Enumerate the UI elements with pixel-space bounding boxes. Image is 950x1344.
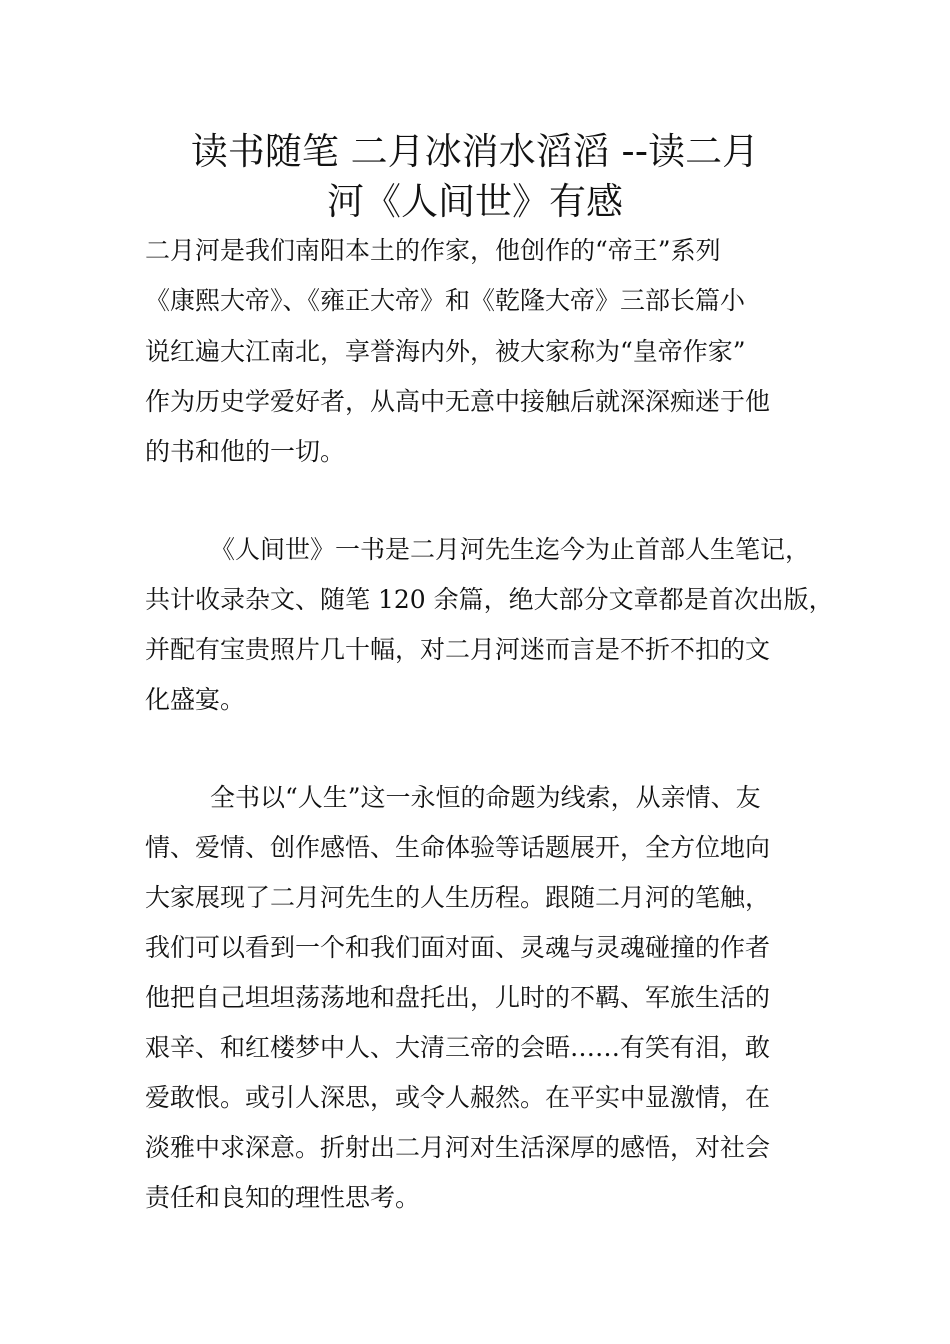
- paragraph-3-line-1: 全书以“人生”这一永恒的命题为线索，从亲情、友: [210, 783, 761, 812]
- paragraph-2-line-3: 并配有宝贵照片几十幅，对二月河迷而言是不折不扣的文: [145, 635, 771, 664]
- document-title-line-1: 读书随笔 二月冰消水滔滔 --读二月: [190, 130, 760, 173]
- paragraph-3-line-5: 他把自己坦坦荡荡地和盘托出，儿时的不羁、军旅生活的: [145, 983, 771, 1012]
- paragraph-1-line-1: 二月河是我们南阳本土的作家，他创作的“帝王”系列: [145, 236, 721, 265]
- paragraph-3-line-7: 爱敢恨。或引人深思，或令人赧然。在平实中显激情，在: [145, 1083, 771, 1112]
- paragraph-2-line-2: 共计收录杂文、随笔 120 余篇，绝大部分文章都是首次出版，: [145, 585, 834, 614]
- paragraph-3-line-8: 淡雅中求深意。折射出二月河对生活深厚的感悟，对社会: [145, 1133, 771, 1162]
- document-title-line-2: 河《人间世》有感: [327, 180, 623, 223]
- paragraph-2-line-4: 化盛宴。: [145, 685, 246, 714]
- paragraph-1-line-5: 的书和他的一切。: [145, 437, 346, 466]
- paragraph-1-line-2: 《康熙大帝》、《雍正大帝》和《乾隆大帝》三部长篇小: [145, 286, 746, 315]
- paragraph-3-line-6: 艰辛、和红楼梦中人、大清三帝的会晤……有笑有泪，敢: [145, 1033, 771, 1062]
- paragraph-1-line-4: 作为历史学爱好者，从高中无意中接触后就深深痴迷于他: [145, 387, 771, 416]
- paragraph-1-line-3: 说红遍大江南北，享誉海内外，被大家称为“皇帝作家”: [145, 337, 746, 366]
- paragraph-2-line-1: 《人间世》一书是二月河先生迄今为止首部人生笔记，: [210, 535, 811, 564]
- paragraph-3-line-4: 我们可以看到一个和我们面对面、灵魂与灵魂碰撞的作者: [145, 933, 771, 962]
- paragraph-3-line-3: 大家展现了二月河先生的人生历程。跟随二月河的笔触，: [145, 883, 771, 912]
- paragraph-3-line-2: 情、爱情、创作感悟、生命体验等话题展开，全方位地向: [145, 833, 771, 862]
- paragraph-3-line-9: 责任和良知的理性思考。: [145, 1183, 421, 1212]
